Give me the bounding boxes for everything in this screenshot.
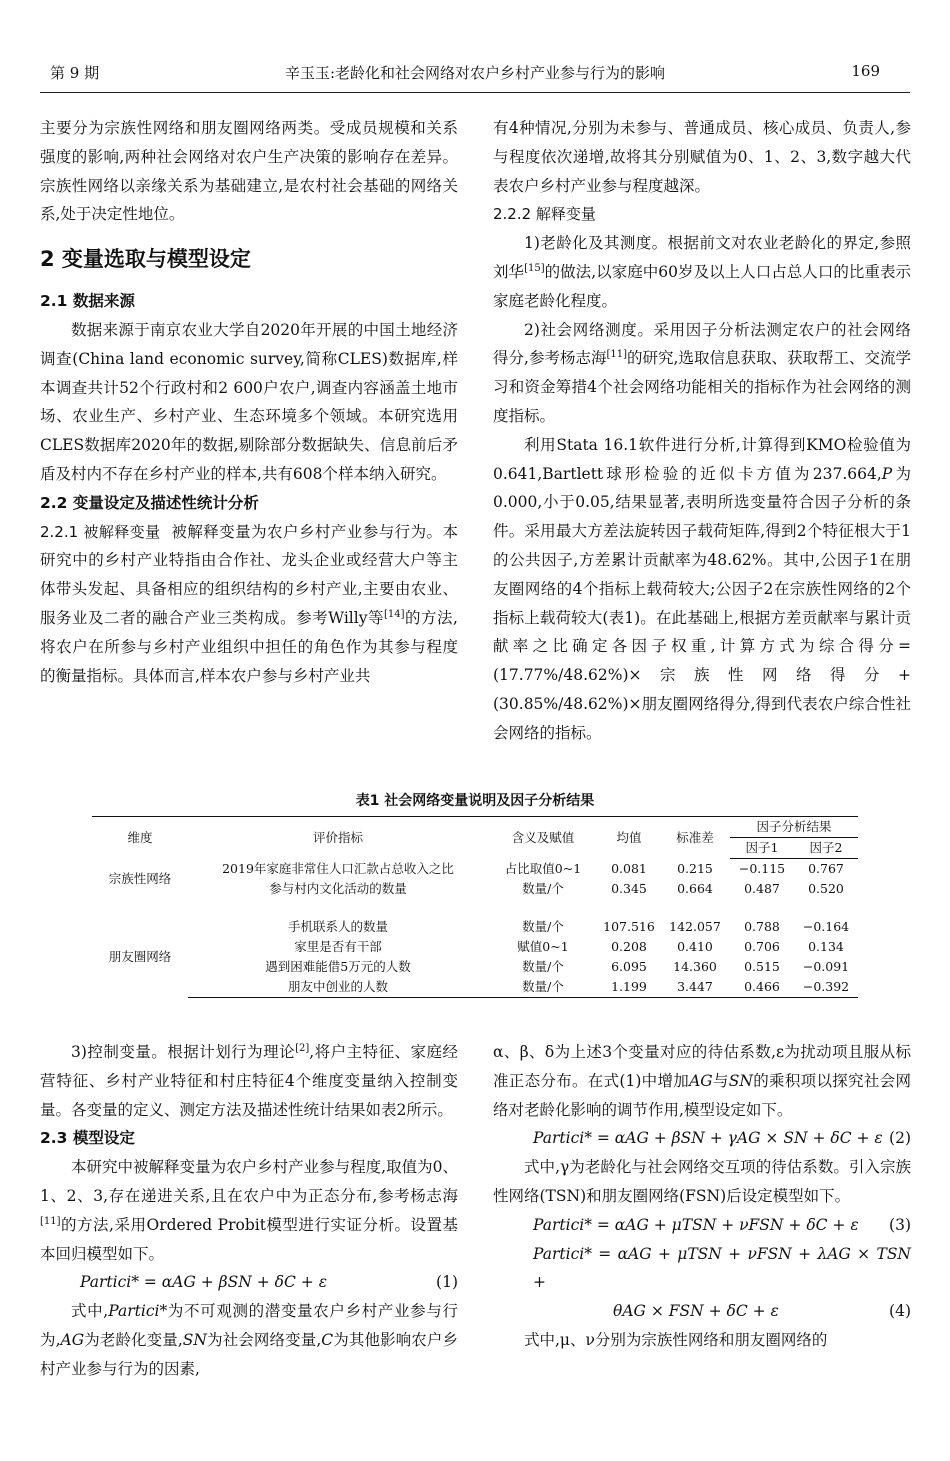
table-row: 朋友中创业的人数 数量/个 1.199 3.447 0.466 −0.392	[92, 977, 858, 998]
col-sd: 标准差	[660, 817, 730, 859]
right-column-top	[493, 114, 911, 748]
left-column-bottom	[40, 1038, 458, 1384]
group-label: 朋友圈网络	[108, 949, 172, 965]
equation-4-line1: Partici* = αAG + μTSN + νFSN + λAG × TSN +	[533, 1244, 911, 1292]
citation-14: [14]	[383, 608, 405, 620]
section-2-2-2-heading: 2.2.2 解释变量	[493, 205, 596, 224]
table-1-caption: 表1 社会网络变量说明及因子分析结果	[355, 793, 595, 809]
equation-2: Partici* = αAG + βSN + γAG × SN + δC + ε (2)	[493, 1124, 911, 1153]
issue-number: 第 9 期	[50, 64, 100, 82]
col-factor-group: 因子分析结果	[730, 817, 858, 838]
table-row: 宗族性网络 2019年家庭非常住人口汇款占总收入之比 占比取值0~1 0.081 0.215 −0.115 0.767	[92, 859, 858, 880]
section-2-heading: 2 变量选取与模型设定	[40, 247, 251, 272]
col-indicator: 评价指标	[188, 817, 488, 859]
equation-4-number: (4)	[889, 1302, 911, 1321]
col-meaning: 含义及赋值	[488, 817, 598, 859]
table-row: 朋友圈网络 手机联系人的数量 数量/个 107.516 142.057 0.788 −0.164	[92, 917, 858, 937]
equation-2-number: (2)	[889, 1129, 911, 1148]
citation-11b: [11]	[40, 1215, 61, 1227]
intro-paragraph: 主要分为宗族性网络和朋友圈网络两类。受成员规模和关系强度的影响,两种社会网络对农户生产决策的影响存在差异。宗族性网络以亲缘关系为基础建立,是农村社会基础的网络关系,处于决定性地位。	[40, 119, 458, 224]
col-dimension: 维度	[92, 817, 188, 859]
control-variable-paragraph: 3)控制变量。根据计划行为理论[2],将户主特征、家庭经营特征、乡村产业特征和村庄特征4个维度变量纳入控制变量。各变量的定义、测定方法及描述性统计结果如表2所示。	[40, 1042, 458, 1119]
equation-4-line2: θAG × FSN + δC + ε (4)	[493, 1297, 911, 1326]
table-1	[92, 816, 858, 998]
section-2-1-heading: 2.1 数据来源	[40, 292, 135, 311]
social-network-paragraph: 2)社会网络测度。采用因子分析法测定农户的社会网络得分,参考杨志海[11]的研究,选取信息获取、获取帮工、交流学习和资金筹措4个社会网络功能相关的指标作为社会网络的测度指标。	[493, 320, 911, 425]
table-row: 参与村内文化活动的数量 数量/个 0.345 0.664 0.487 0.520	[269, 881, 844, 896]
equation-3: Partici* = αAG + μTSN + νFSN + δC + ε (3)	[493, 1211, 911, 1240]
col-mean: 均值	[598, 817, 660, 859]
equation-3-number: (3)	[889, 1215, 911, 1234]
section-2-2-heading: 2.2 变量设定及描述性统计分析	[40, 493, 259, 512]
data-source-paragraph: 数据来源于南京农业大学自2020年开展的中国土地经济调查(China land economic survey,简称CLES)数据库,样本调查共计52个行政村和2 600户农户,调查内容涵盖土地市场、农业生产、乡村产业、生态环境多个领域。本研究选用CLES数据库2020年的数据,剔除部分数据缺失、信息前后矛盾及村内不存在乡村产业的样本,共有608个样本纳入研究。	[40, 320, 458, 483]
citation-15: [15]	[524, 262, 545, 274]
coefficient-paragraph: α、β、δ为上述3个变量对应的待估系数,ε为扰动项且服从标准正态分布。在式(1)中增加AG与SN的乘积项以探究社会网络对老龄化影响的调节作用,模型设定如下。	[493, 1043, 911, 1119]
factor-analysis-paragraph: 利用Stata 16.1软件进行分析,计算得到KMO检验值为0.641,Bartlett球形检验的近似卡方值为237.664,P为0.000,小于0.05,结果显著,表明所选变量符合因子分析的条件。采用最大方差法旋转因子载荷矩阵,得到2个特征根大于1的公共因子,方差累计贡献率为48.62%。其中,公因子1在朋友圈网络的4个指标上载荷较大;公因子2在宗族性网络的2个指标上载荷较大(表1)。在此基础上,根据方差贡献率与累计贡献率之比确定各因子权重,计算方式为综合得分=(17.77%/48.62%)×宗族性网络得分+(30.85%/48.62%)×朋友圈网络得分,得到代表农户综合性社会网络的指标。	[493, 435, 911, 742]
aging-paragraph: 1)老龄化及其测度。根据前文对农业老龄化的界定,参照刘华[15]的做法,以家庭中60岁及以上人口占总人口的比重表示家庭老龄化程度。	[493, 234, 911, 310]
section-2-3-heading: 2.3 模型设定	[40, 1129, 135, 1148]
equation-1-number: (1)	[436, 1273, 458, 1292]
right-column-bottom	[493, 1038, 911, 1355]
running-title: 辛玉玉:老龄化和社会网络对农户乡村产业参与行为的影响	[284, 64, 666, 82]
equation-1: Partici* = αAG + βSN + δC + ε (1)	[40, 1268, 458, 1297]
equation-1-explanation: 式中,Partici*为不可观测的潜变量农户乡村产业参与行为,AG为老龄化变量,SN为社会网络变量,C为其他影响农户乡村产业参与行为的因素,	[40, 1302, 458, 1378]
mu-nu-paragraph: 式中,μ、ν分别为宗族性网络和朋友圈网络的	[524, 1330, 828, 1349]
dependent-variable-paragraph: 2.2.1 被解释变量 被解释变量为农户乡村产业参与行为。本研究中的乡村产业特指由合作社、龙头企业或经营大户等主体带头发起、具备相应的组织结构的乡村产业,主要由农业、服务业及二者的融合产业三类构成。参考Willy等[14]的方法,将农户在所参与乡村产业组织中担任的角色作为其参与程度的衡量指标。具体而言,样本农户参与乡村产业共	[40, 522, 458, 685]
page-number: 169	[851, 62, 880, 80]
gamma-paragraph: 式中,γ为老龄化与社会网络交互项的待估系数。引入宗族性网络(TSN)和朋友圈网络(FSN)后设定模型如下。	[493, 1158, 911, 1205]
table-row: 遇到困难能借5万元的人数 数量/个 6.095 14.360 0.515 −0.091	[265, 959, 850, 974]
citation-2: [2]	[295, 1042, 310, 1054]
table-row: 家里是否有干部 赋值0~1 0.208 0.410 0.706 0.134	[294, 939, 844, 954]
citation-11: [11]	[606, 349, 627, 361]
group-label: 宗族性网络	[108, 870, 172, 886]
participation-paragraph: 有4种情况,分别为未参与、普通成员、核心成员、负责人,参与程度依次递增,故将其分别赋值为0、1、2、3,数字越大代表农户乡村产业参与程度越深。	[493, 119, 911, 195]
model-paragraph: 本研究中被解释变量为农户乡村产业参与程度,取值为0、1、2、3,存在递进关系,且在农户中为正态分布,参考杨志海[11]的方法,采用Ordered Probit模型进行实证分析。设置基本回归模型如下。	[40, 1158, 458, 1263]
left-column-top	[40, 114, 458, 690]
header-rule	[40, 92, 910, 93]
section-2-2-1-heading: 2.2.1 被解释变量	[40, 522, 161, 541]
col-factor1: 因子1	[730, 838, 794, 859]
col-factor2: 因子2	[794, 838, 858, 859]
